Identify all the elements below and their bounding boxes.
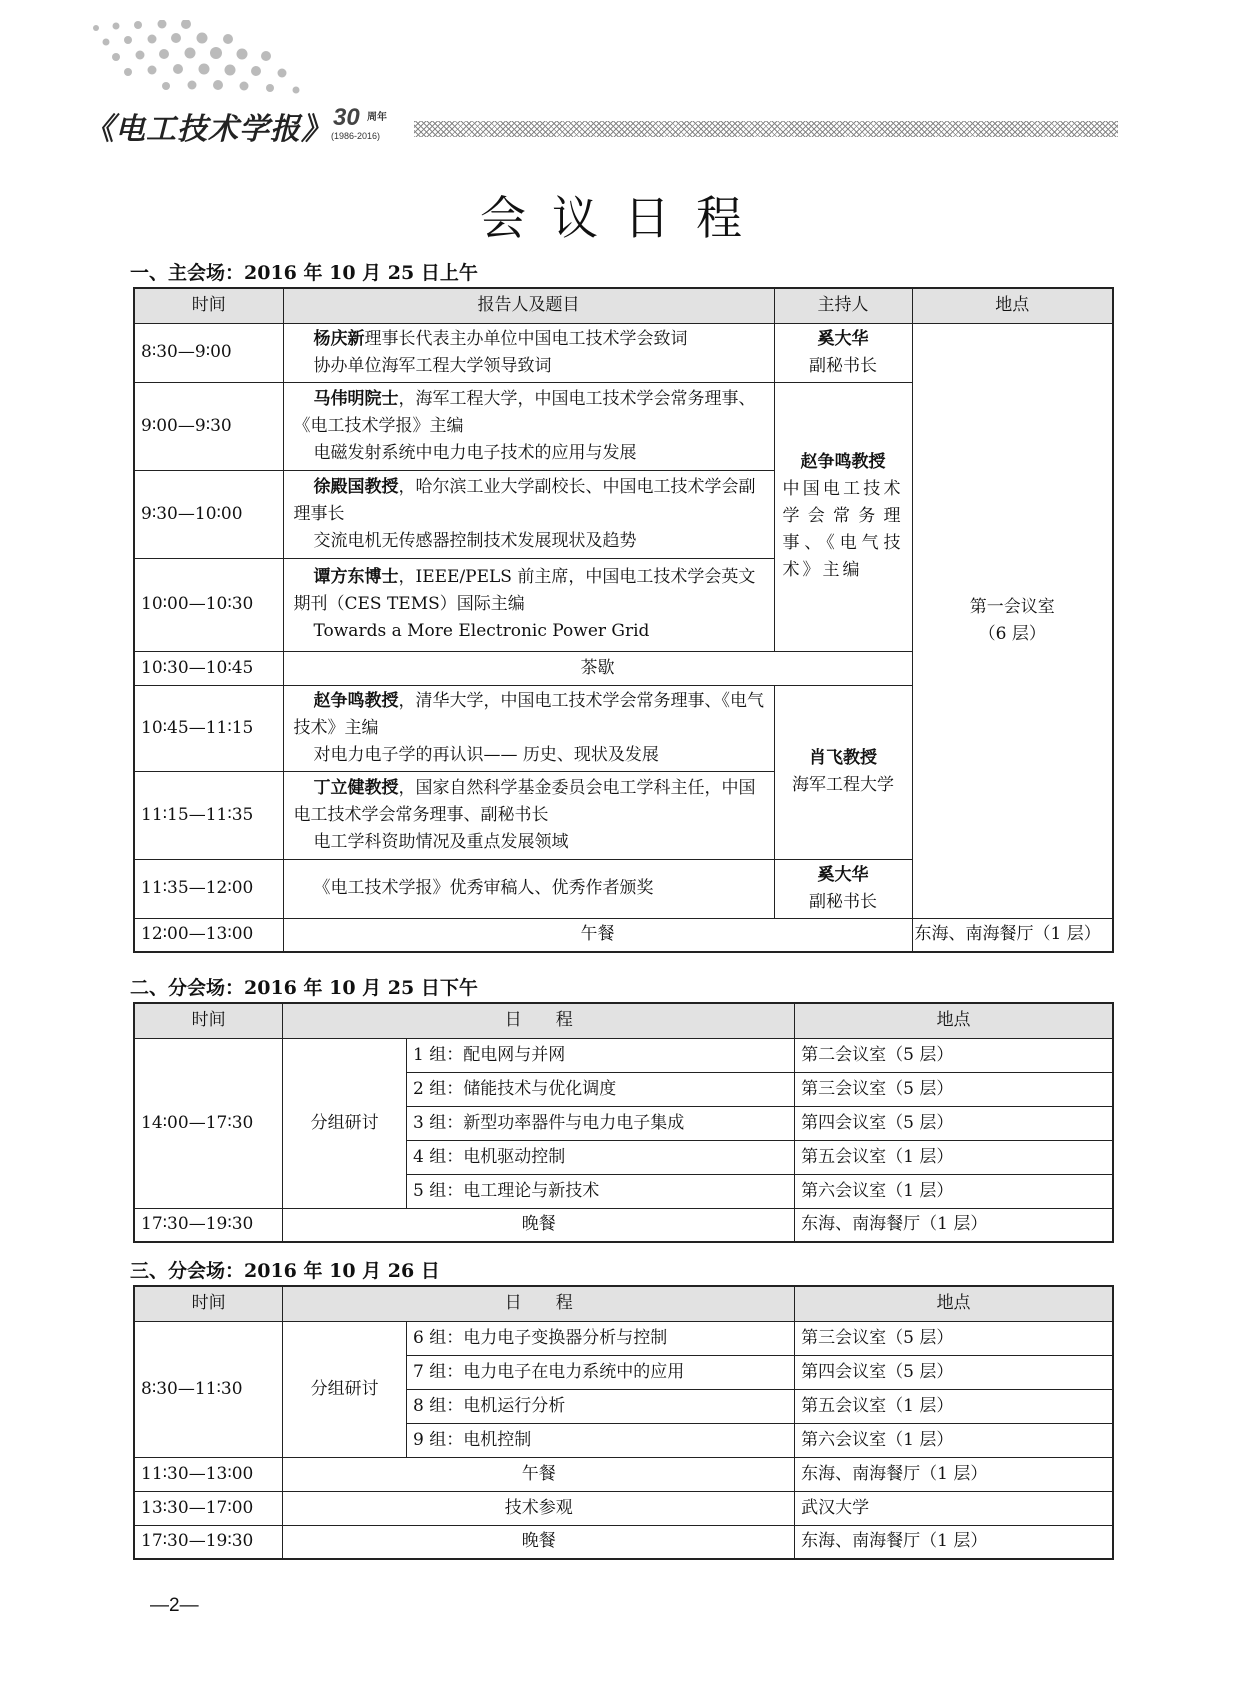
journal-logo: 《电工技术学报》 [84, 112, 332, 147]
col-header-time: 时间 [134, 1003, 283, 1038]
group-name: 1 组：配电网与并网 [407, 1038, 795, 1072]
break-cell: 茶歇 [283, 651, 912, 685]
group-venue: 第三会议室（5 层） [795, 1072, 1113, 1106]
time-cell: 13∶30—17∶00 [134, 1491, 283, 1525]
host-name: 肖飞教授 [809, 748, 877, 768]
host-name: 奚大华 [817, 328, 869, 349]
group-name: 2 组：储能技术与优化调度 [407, 1072, 795, 1106]
report-line: ，IEEE/PELS 前主席，中国电工技术学会英文期刊（CES TEMS）国际主编 [293, 567, 756, 614]
table-row [134, 1525, 1113, 1559]
host-name: 奚大华 [817, 864, 869, 885]
time-cell: 10∶45—11∶15 [134, 685, 283, 771]
time-cell: 11∶30—13∶00 [134, 1457, 283, 1491]
col-header-report: 报告人及题目 [283, 288, 774, 323]
report-cell [283, 685, 774, 771]
col-header-schedule: 日 程 [283, 1286, 795, 1321]
main-session-table [133, 287, 1114, 953]
speaker-name: 杨庆新 [313, 328, 365, 349]
host-title: 副秘书长 [809, 891, 877, 912]
group-name: 3 组：新型功率器件与电力电子集成 [407, 1106, 795, 1140]
lunch-cell: 午餐 [283, 918, 912, 952]
item-cell: 晚餐 [283, 1525, 795, 1559]
col-header-venue: 地点 [795, 1286, 1113, 1321]
col-header-schedule: 日 程 [283, 1003, 795, 1038]
time-cell: 8∶30—11∶30 [134, 1321, 283, 1457]
item-cell: 技术参观 [283, 1491, 795, 1525]
report-cell [283, 771, 774, 859]
table-row [134, 918, 1113, 952]
col-header-time: 时间 [134, 288, 283, 323]
item-cell: 晚餐 [283, 1208, 795, 1242]
group-venue: 第五会议室（1 层） [795, 1140, 1113, 1174]
group-name: 7 组：电力电子在电力系统中的应用 [407, 1355, 795, 1389]
section1-heading: 一、主会场：2016 年 10 月 25 日上午 [130, 262, 478, 284]
host-cell [774, 323, 912, 382]
header-rule [414, 121, 1118, 137]
time-cell: 11∶15—11∶35 [134, 771, 283, 859]
group-name: 8 组：电机运行分析 [407, 1389, 795, 1423]
venue-cell: 东海、南海餐厅（1 层） [795, 1525, 1113, 1559]
page-number: —2— [150, 1595, 199, 1616]
time-cell: 17∶30—19∶30 [134, 1525, 283, 1559]
section2-heading: 二、分会场：2016 年 10 月 25 日下午 [130, 977, 478, 999]
report-line: ，清华大学，中国电工技术学会常务理事、《电气技术》主编 [293, 690, 764, 738]
venue-cell [912, 323, 1113, 918]
table-row [134, 323, 1113, 382]
time-cell: 9∶30—10∶00 [134, 470, 283, 558]
speaker-name: 谭方东博士 [313, 567, 399, 587]
day2-session-table [133, 1285, 1114, 1560]
venue-cell: 东海、南海餐厅（1 层） [912, 918, 1113, 952]
host-title: 中国电工技术学会常务理事、《电气技术》主编 [782, 479, 904, 580]
speaker-name: 丁立健教授 [313, 777, 399, 798]
table-row [134, 1457, 1113, 1491]
time-cell: 10∶30—10∶45 [134, 651, 283, 685]
time-cell: 11∶35—12∶00 [134, 859, 283, 918]
report-cell [283, 558, 774, 651]
time-cell: 9∶00—9∶30 [134, 382, 283, 470]
report-cell [283, 470, 774, 558]
host-title: 海军工程大学 [792, 775, 894, 795]
venue-cell: 东海、南海餐厅（1 层） [795, 1208, 1113, 1242]
report-title: 对电力电子学的再认识—— 历史、现状及发展 [313, 744, 659, 765]
group-venue: 第五会议室（1 层） [795, 1389, 1113, 1423]
speaker-name: 赵争鸣教授 [313, 690, 399, 711]
group-name: 4 组：电机驱动控制 [407, 1140, 795, 1174]
col-header-venue: 地点 [795, 1003, 1113, 1038]
page-title: 会议日程 [480, 191, 768, 245]
table-row [134, 1491, 1113, 1525]
speaker-name: 马伟明院士 [313, 388, 399, 409]
group-name: 6 组：电力电子变换器分析与控制 [407, 1321, 795, 1355]
table-row [134, 1208, 1113, 1242]
report-title: Towards a More Electronic Power Grid [313, 621, 650, 641]
group-venue: 第三会议室（5 层） [795, 1321, 1113, 1355]
col-header-host: 主持人 [774, 288, 912, 323]
host-cell [774, 859, 912, 918]
col-header-venue: 地点 [912, 288, 1113, 323]
venue-name: 第一会议室 [969, 596, 1055, 617]
report-cell [283, 859, 774, 918]
group-venue: 第四会议室（5 层） [795, 1106, 1113, 1140]
report-title: 电磁发射系统中电力电子技术的应用与发展 [313, 442, 637, 463]
host-cell [774, 685, 912, 859]
award-text: 《电工技术学报》优秀审稿人、优秀作者颁奖 [313, 878, 654, 898]
table-row [134, 1038, 1113, 1072]
host-name: 赵争鸣教授 [800, 452, 886, 472]
report-line: ，海军工程大学，中国电工技术学会常务理事、《电工技术学报》主编 [293, 388, 756, 436]
venue-floor: （6 层） [978, 623, 1046, 644]
host-cell [774, 382, 912, 651]
report-line: 理事长代表主办单位中国电工技术学会致词 [364, 328, 688, 349]
anniversary-number: 30 [333, 104, 360, 131]
time-cell: 17∶30—19∶30 [134, 1208, 283, 1242]
time-cell: 8∶30—9∶00 [134, 323, 283, 382]
time-cell: 10∶00—10∶30 [134, 558, 283, 651]
anniversary-label: 周年 [367, 112, 387, 123]
group-name: 5 组：电工理论与新技术 [407, 1174, 795, 1208]
section3-heading: 三、分会场：2016 年 10 月 26 日 [130, 1260, 440, 1282]
report-title: 交流电机无传感器控制技术发展现状及趋势 [313, 530, 637, 551]
report-line: ，国家自然科学基金委员会电工学科主任，中国电工技术学会常务理事、副秘书长 [293, 777, 756, 825]
col-header-time: 时间 [134, 1286, 283, 1321]
item-cell: 午餐 [283, 1457, 795, 1491]
report-title: 电工学科资助情况及重点发展领域 [313, 831, 569, 852]
session-label: 分组研讨 [283, 1321, 407, 1457]
afternoon-session-table [133, 1002, 1114, 1243]
anniversary-badge [331, 104, 387, 141]
table-row [134, 1321, 1113, 1355]
venue-cell: 东海、南海餐厅（1 层） [795, 1457, 1113, 1491]
group-venue: 第二会议室（5 层） [795, 1038, 1113, 1072]
report-cell [283, 382, 774, 470]
group-venue: 第六会议室（1 层） [795, 1174, 1113, 1208]
session-label: 分组研讨 [283, 1038, 407, 1208]
group-name: 9 组：电机控制 [407, 1423, 795, 1457]
report-cell [283, 323, 774, 382]
host-title: 副秘书长 [809, 355, 877, 376]
report-title: 协办单位海军工程大学领导致词 [313, 355, 552, 376]
report-line: ，哈尔滨工业大学副校长、中国电工技术学会副理事长 [293, 476, 756, 524]
venue-cell: 武汉大学 [795, 1491, 1113, 1525]
time-cell: 14∶00—17∶30 [134, 1038, 283, 1208]
time-cell: 12∶00—13∶00 [134, 918, 283, 952]
decorative-dots [86, 20, 336, 100]
group-venue: 第四会议室（5 层） [795, 1355, 1113, 1389]
anniversary-years: (1986-2016) [331, 131, 381, 141]
group-venue: 第六会议室（1 层） [795, 1423, 1113, 1457]
speaker-name: 徐殿国教授 [313, 476, 399, 497]
